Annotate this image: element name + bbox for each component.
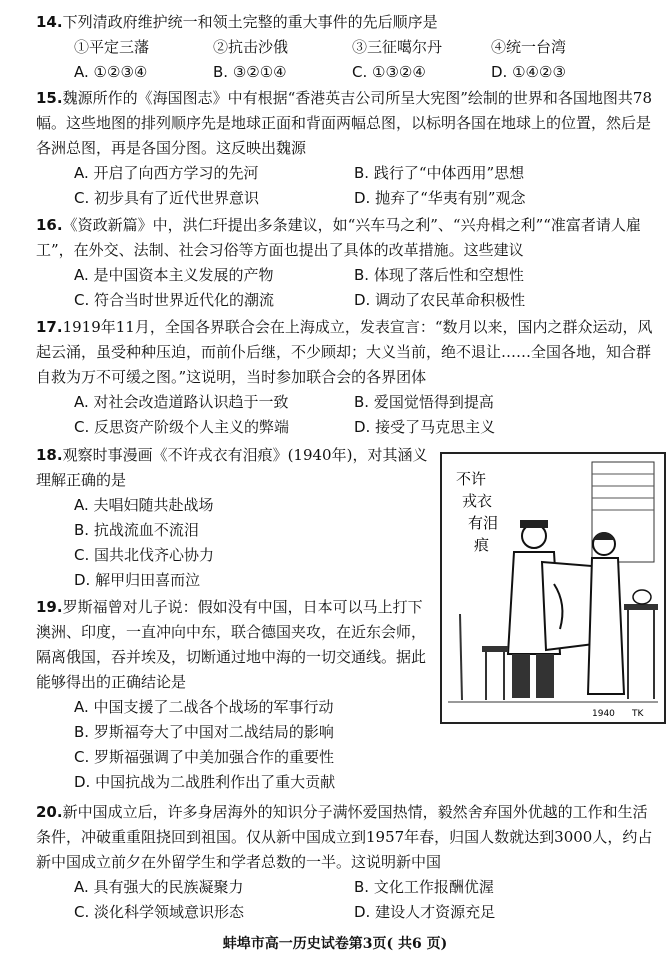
teapot <box>633 590 651 604</box>
question-number: 18. <box>36 446 63 464</box>
question-number: 20. <box>36 803 63 821</box>
option-d: D. 建设人才资源充足 <box>354 903 496 921</box>
woman-hair <box>593 532 615 540</box>
question-stem: 罗斯福曾对儿子说：假如没有中国，日本可以马上打下澳洲、印度，一直冲向中东，联合德国夹攻，在近东会师，隔离俄国，吞并埃及，切断通过地中海的一切交通线。据此能够得出的正确结论是 <box>36 598 427 691</box>
option-c: C. 国共北伐齐心协力 <box>74 546 215 564</box>
option-b: B. 罗斯福夸大了中国对二战结局的影响 <box>74 723 334 741</box>
option-c: C. 符合当时世界近代化的潮流 <box>74 291 275 309</box>
woman-dress <box>588 558 624 694</box>
option-d: D. 接受了马克思主义 <box>354 418 496 436</box>
option-a: A. 是中国资本主义发展的产物 <box>74 266 274 284</box>
option-b: B. 爱国觉悟得到提高 <box>354 393 494 411</box>
cartoon-caption-line: 不许 <box>456 470 487 488</box>
option-list <box>36 263 660 313</box>
question-number: 15. <box>36 89 63 107</box>
soldier-leg <box>512 654 530 698</box>
option-c: C. 初步具有了近代世界意识 <box>74 189 260 207</box>
question-number: 16. <box>36 216 63 234</box>
option-list <box>36 60 660 85</box>
option-a: A. ①②③④ <box>74 63 148 81</box>
question-stem: 魏源所作的《海国图志》中有根据“香港英吉公司所呈大宪图”绘制的世界和各国地图共78幅。这些地图的排列顺序先是地球正面和背面两幅总图，以标明各国在地球上的位置，然后是各洲总图，再是各国分图。这反映出魏源 <box>36 89 653 157</box>
option-d: D. 中国抗战为二战胜利作出了重大贡献 <box>74 773 336 791</box>
option-list <box>36 390 660 440</box>
list-item: ④统一台湾 <box>491 38 567 56</box>
question-number: 17. <box>36 318 63 336</box>
cartoon-illustration <box>440 452 666 724</box>
list-item: ②抗击沙俄 <box>213 38 289 56</box>
question-19 <box>36 595 436 795</box>
cartoon-year: 1940 <box>592 709 615 719</box>
cartoon-caption-line: 戎衣 <box>462 492 493 510</box>
question-stem: 下列清政府维护统一和领土完整的重大事件的先后顺序是 <box>62 13 438 31</box>
item-list <box>36 35 660 60</box>
table-top <box>624 604 658 610</box>
list-item: ①平定三藩 <box>74 38 150 56</box>
question-stem: 《资政新篇》中，洪仁玕提出多条建议，如“兴车马之利”、“兴舟楫之利”“准富者请人雇工”，在外交、法制、社会习俗等方面也提出了具体的改革措施。这些建议 <box>36 216 641 259</box>
question-stem: 新中国成立后，许多身居海外的知识分子满怀爱国热情，毅然舍弃国外优越的工作和生活条件，冲破重重阻挠回到祖国。仅从新中国成立到1957年春，归国人数就达到3000人，约占新中国成立前夕在外留学生和学者总数的一半。这说明新中国 <box>36 803 653 871</box>
cartoon-drawing <box>442 454 664 722</box>
stool-top <box>482 646 508 652</box>
rifle <box>460 614 462 700</box>
cartoon-caption-line: 有泪 <box>468 514 499 532</box>
soldier-cap <box>520 520 548 528</box>
list-item: ③三征噶尔丹 <box>352 38 443 56</box>
option-d: D. ①④②③ <box>491 63 566 81</box>
question-14 <box>36 10 660 85</box>
option-a: A. 开启了向西方学习的先河 <box>74 164 259 182</box>
option-a: A. 夫唱妇随共赴战场 <box>74 496 214 514</box>
option-c: C. ①③②④ <box>352 63 426 81</box>
option-b: B. 体现了落后性和空想性 <box>354 266 524 284</box>
option-a: A. 具有强大的民族凝聚力 <box>74 878 244 896</box>
option-d: D. 调动了农民革命积极性 <box>354 291 526 309</box>
option-list <box>36 161 660 211</box>
option-a: A. 对社会改造道路认识趋于一致 <box>74 393 289 411</box>
cartoon-caption-line: 痕 <box>474 536 490 554</box>
option-b: B. 践行了“中体西用”思想 <box>354 164 525 182</box>
question-15 <box>36 86 660 211</box>
question-number: 19. <box>36 598 63 616</box>
option-b: B. 文化工作报酬优渥 <box>354 878 494 896</box>
option-d: D. 抛弃了“华夷有别”观念 <box>354 189 526 207</box>
military-coat <box>542 562 594 650</box>
question-18 <box>36 443 436 593</box>
question-number: 14. <box>36 13 63 31</box>
option-a: A. 中国支援了二战各个战场的军事行动 <box>74 698 334 716</box>
question-17 <box>36 315 660 440</box>
question-stem: 观察时事漫画《不许戎衣有泪痕》(1940年)，对其涵义理解正确的是 <box>36 446 428 489</box>
cartoon-signature: TK <box>632 709 644 719</box>
option-list <box>36 493 436 593</box>
option-b: B. ③②①④ <box>213 63 287 81</box>
option-c: C. 淡化科学领域意识形态 <box>74 903 245 921</box>
question-20 <box>36 800 660 925</box>
option-c: C. 罗斯福强调了中美加强合作的重要性 <box>74 748 335 766</box>
option-c: C. 反思资产阶级个人主义的弊端 <box>74 418 290 436</box>
option-list <box>36 695 436 795</box>
option-d: D. 解甲归田喜而泣 <box>74 571 201 589</box>
option-b: B. 抗战流血不流泪 <box>74 521 199 539</box>
option-list <box>36 875 660 925</box>
soldier-leg <box>536 654 554 698</box>
question-16 <box>36 213 660 313</box>
page-footer: 蚌埠市高一历史试卷第3页( 共6 页) <box>222 936 448 952</box>
question-stem: 1919年11月，全国各界联合会在上海成立，发表宣言：“数月以来，国内之群众运动，风起云涌，虽受种种压迫，而前仆后继，不少顾却；大义当前，绝不退让……全国各地，知合群自救为万不可缓之图。”这说明，当时参加联合会的各界团体 <box>36 318 653 386</box>
